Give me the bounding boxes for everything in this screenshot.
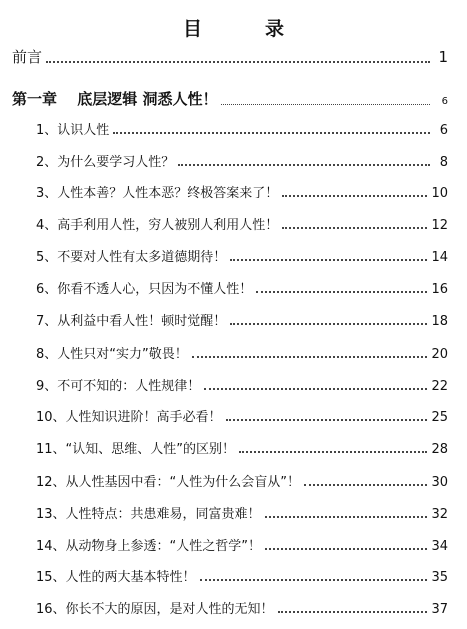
dot-leader	[230, 259, 427, 261]
entry-page-number: 1	[438, 48, 448, 66]
entry-page-number: 6	[441, 96, 448, 107]
entry-page-number: 37	[431, 602, 448, 617]
dot-leader	[113, 132, 430, 134]
dot-leader	[282, 227, 427, 229]
toc-entry[interactable]	[36, 151, 448, 170]
toc-entry[interactable]	[36, 182, 448, 201]
entry-label: 11、“认知、思维、人性”的区别！	[36, 442, 236, 457]
dot-leader	[226, 419, 428, 421]
dot-leader	[178, 164, 430, 166]
toc-entry[interactable]	[36, 406, 448, 425]
entry-page-number: 22	[431, 379, 448, 394]
entry-page-number: 20	[431, 347, 448, 362]
dot-leader	[265, 516, 428, 518]
entry-label: 9、不可不知的：人性规律！	[36, 379, 201, 394]
toc-entry[interactable]	[36, 119, 448, 138]
entry-label: 6、你看不透人心，只因为不懂人性！	[36, 282, 253, 297]
entry-label: 10、人性知识进阶！高手必看！	[36, 410, 222, 425]
dot-leader	[221, 104, 430, 105]
entry-label: 14、从动物身上参透：“人性之哲学”！	[36, 539, 262, 554]
dot-leader	[256, 291, 427, 293]
entry-page-number: 12	[431, 218, 448, 233]
toc-entry[interactable]	[36, 471, 448, 490]
entry-page-number: 35	[431, 570, 448, 585]
toc-entry[interactable]	[36, 535, 448, 554]
entry-page-number: 16	[431, 282, 448, 297]
dot-leader	[46, 61, 430, 63]
entry-page-number: 10	[431, 186, 448, 201]
toc-entry[interactable]	[36, 310, 448, 329]
dot-leader	[282, 195, 427, 197]
entry-label: 前言	[12, 48, 43, 66]
dot-leader	[304, 484, 427, 486]
entry-label: 13、人性特点：共患难易，同富贵难！	[36, 507, 261, 522]
dot-leader	[265, 548, 427, 550]
entry-page-number: 8	[439, 155, 448, 170]
entry-page-number: 14	[431, 250, 448, 265]
entry-label: 3、人性本善？人性本恶？终极答案来了！	[36, 186, 279, 201]
toc-entry[interactable]	[36, 246, 448, 265]
entry-page-number: 18	[431, 314, 448, 329]
entry-page-number: 28	[431, 442, 448, 457]
dot-leader	[278, 611, 428, 613]
entry-page-number: 25	[431, 410, 448, 425]
toc-entry[interactable]	[36, 566, 448, 585]
entry-label: 16、你长不大的原因，是对人性的无知！	[36, 602, 274, 617]
entry-page-number: 6	[439, 123, 448, 138]
dot-leader	[192, 356, 428, 358]
entry-label: 7、从利益中看人性！顿时觉醒！	[36, 314, 227, 329]
entry-label: 8、人性只对“实力”敬畏！	[36, 347, 188, 362]
toc-entry[interactable]	[36, 598, 448, 617]
toc-entry[interactable]	[36, 375, 448, 394]
toc-entry-chapter-1[interactable]	[12, 88, 448, 109]
entry-label: 12、从人性基因中看：“人性为什么会盲从”！	[36, 475, 301, 490]
dot-leader	[239, 451, 427, 453]
entry-label: 1、认识人性	[36, 123, 110, 138]
dot-leader	[230, 323, 427, 325]
entry-label: 4、高手利用人性，穷人被别人利用人性！	[36, 218, 279, 233]
toc-entry[interactable]	[36, 503, 448, 522]
toc-entry[interactable]	[36, 214, 448, 233]
toc-entry[interactable]	[36, 278, 448, 297]
entry-page-number: 30	[431, 475, 448, 490]
entry-label: 15、人性的两大基本特性！	[36, 570, 196, 585]
toc-entry-preface[interactable]	[12, 46, 448, 67]
dot-leader	[200, 579, 428, 581]
toc-title: 目 录	[182, 18, 306, 40]
dot-leader	[204, 388, 427, 390]
entry-label: 2、为什么要学习人性？	[36, 155, 175, 170]
entry-page-number: 32	[431, 507, 448, 522]
toc-entry[interactable]	[36, 438, 448, 457]
toc-entry[interactable]	[36, 343, 448, 362]
entry-page-number: 34	[431, 539, 448, 554]
chapter-label: 第一章 底层逻辑 洞悉人性！	[12, 90, 218, 108]
entry-label: 5、不要对人性有太多道德期待！	[36, 250, 227, 265]
